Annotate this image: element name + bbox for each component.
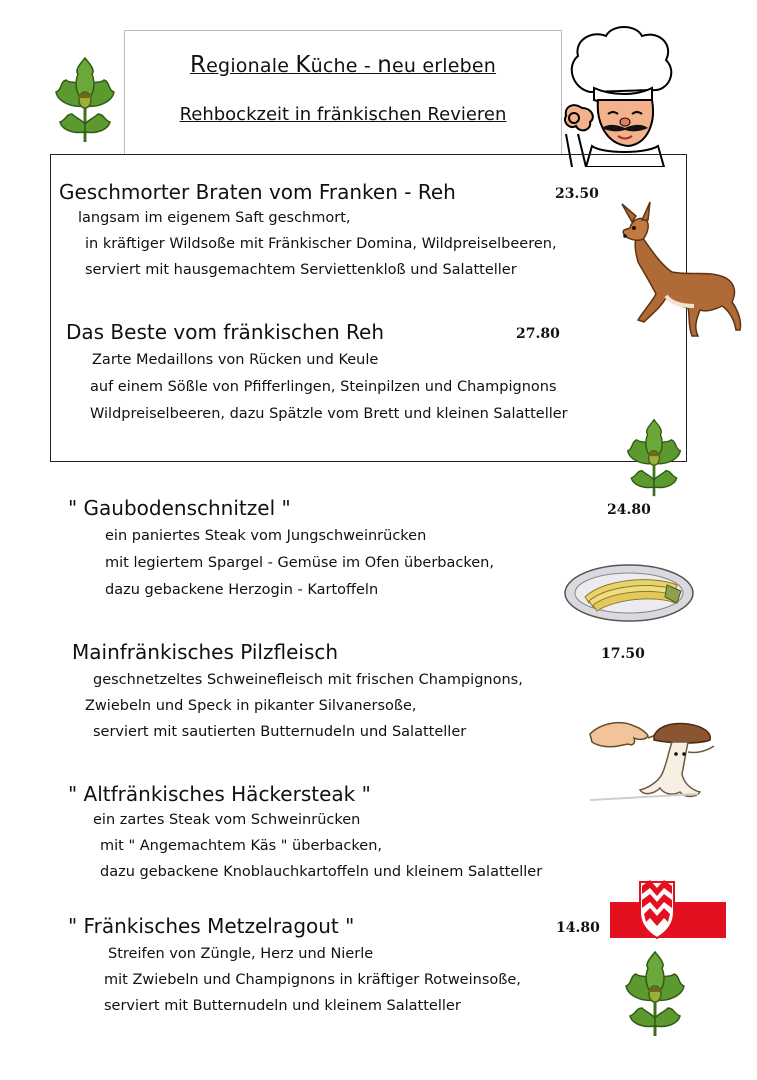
dish-price-2: 27.80	[516, 326, 560, 342]
dish-name-1: Geschmorter Braten vom Franken - Reh	[59, 180, 456, 204]
dish-5-line-3: dazu gebackene Knoblauchkartoffeln und kleinem Salatteller	[100, 864, 543, 880]
dish-name-6: " Fränkisches Metzelragout "	[68, 914, 355, 938]
dish-name-4: Mainfränkisches Pilzfleisch	[72, 640, 339, 664]
chef-illustration	[552, 22, 682, 167]
dish-price-1: 23.50	[555, 186, 599, 202]
dish-name-2: Das Beste vom fränkischen Reh	[66, 320, 385, 344]
oak-leaf-icon	[612, 950, 698, 1038]
dish-3-line-1: ein paniertes Steak vom Jungschweinrücken	[105, 528, 427, 544]
title-box	[124, 30, 562, 155]
oak-leaf-icon	[614, 418, 694, 498]
oak-leaf-icon	[52, 56, 118, 144]
dish-3-line-3: dazu gebackene Herzogin - Kartoffeln	[105, 582, 379, 598]
dish-price-3: 24.80	[607, 502, 651, 518]
deer-illustration	[610, 198, 745, 338]
dish-5-line-2: mit " Angemachtem Käs " überbacken,	[100, 838, 382, 854]
dish-price-6: 14.80	[556, 920, 600, 936]
dish-5-line-1: ein zartes Steak vom Schweinrücken	[93, 812, 361, 828]
dish-6-line-2: mit Zwiebeln und Champignons in kräftiger Rotweinsoße,	[104, 972, 521, 988]
dish-2-line-1: Zarte Medaillons von Rücken und Keule	[92, 352, 379, 368]
dish-6-line-3: serviert mit Butternudeln und kleinem Salatteller	[104, 998, 461, 1014]
dish-2-line-2: auf einem Sößle von Pfifferlingen, Steinpilzen und Champignons	[90, 379, 557, 395]
dish-4-line-1: geschnetzeltes Schweinefleisch mit frischen Champignons,	[93, 672, 523, 688]
franconia-flag-icon	[610, 878, 726, 940]
dish-4-line-3: serviert mit sautierten Butternudeln und Salatteller	[93, 724, 467, 740]
header-line-2: Rehbockzeit in fränkischen Revieren	[179, 104, 507, 125]
dish-1-line-2: in kräftiger Wildsoße mit Fränkischer Domina, Wildpreiselbeeren,	[85, 236, 557, 252]
dish-6-line-1: Streifen von Züngle, Herz und Nierle	[108, 946, 374, 962]
header-line-1: Regionale Küche - neu erleben	[189, 52, 497, 78]
asparagus-plate-illustration	[563, 555, 698, 625]
dish-3-line-2: mit legiertem Spargel - Gemüse im Ofen überbacken,	[105, 555, 494, 571]
dish-name-3: " Gaubodenschnitzel "	[68, 496, 291, 520]
dish-4-line-2: Zwiebeln und Speck in pikanter Silvanersoße,	[85, 698, 417, 714]
dish-name-5: " Altfränkisches Häckersteak "	[68, 782, 371, 806]
dish-1-line-3: serviert mit hausgemachtem Serviettenkloß und Salatteller	[85, 262, 517, 278]
dish-price-4: 17.50	[601, 646, 645, 662]
dish-1-line-1: langsam im eigenem Saft geschmort,	[78, 210, 351, 226]
dish-2-line-3: Wildpreiselbeeren, dazu Spätzle vom Brett und kleinen Salatteller	[90, 406, 568, 422]
mushroom-hand-illustration	[588, 712, 718, 812]
